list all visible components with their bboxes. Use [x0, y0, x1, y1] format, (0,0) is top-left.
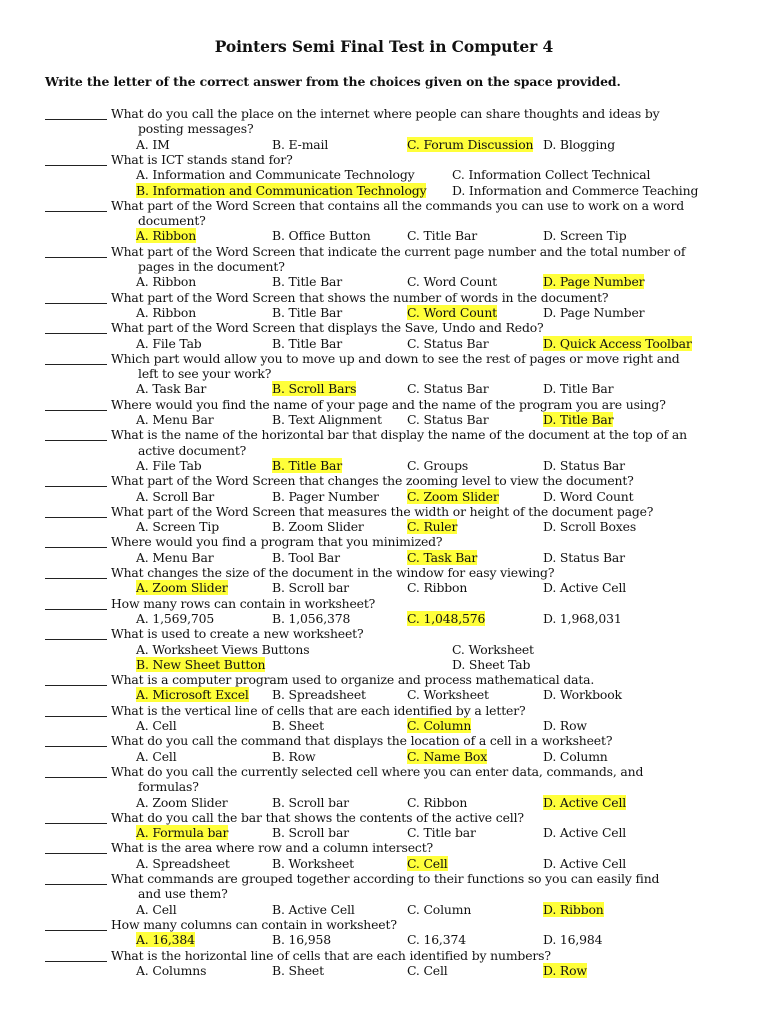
- question-text: posting messages?: [138, 121, 254, 137]
- choice-option: B. Title Bar: [272, 335, 343, 351]
- choice-option: C. Title bar: [407, 825, 476, 841]
- choice-option: D. Row: [543, 718, 587, 733]
- choice-option: B. Title Bar: [272, 274, 343, 290]
- choice-option: D. 1,968,031: [543, 610, 622, 626]
- answer-blank[interactable]: [45, 853, 107, 854]
- choice-option: C. Status Bar: [407, 381, 489, 397]
- question-text: What part of the Word Screen that changes the zooming level to view the document?: [111, 473, 634, 489]
- choice-option: C. 16,374: [407, 932, 466, 948]
- choice-option: D. Screen Tip: [543, 228, 627, 244]
- question-text: document?: [138, 213, 206, 229]
- choice-option: B. Tool Bar: [272, 549, 340, 565]
- choice-option: D. Active Cell: [543, 825, 627, 841]
- choice-option: B. Scroll Bars: [272, 381, 357, 397]
- choice-option: A. Cell: [136, 748, 177, 764]
- choice-option: A. Menu Bar: [136, 412, 214, 427]
- answer-blank[interactable]: [45, 303, 107, 304]
- choice-option: B. Spreadsheet: [272, 687, 366, 703]
- choice-option: A. File Tab: [136, 457, 202, 473]
- choice-option: C. Groups: [407, 457, 469, 473]
- choice-option: C. Ribbon: [407, 794, 468, 810]
- choice-option: D. Scroll Boxes: [543, 519, 637, 535]
- question-text: and use them?: [138, 886, 228, 902]
- choice-option: A. Information and Communicate Technology: [136, 167, 415, 183]
- choice-option: C. Information Collect Technical: [452, 167, 651, 183]
- choice-option: A. Ribbon: [136, 274, 197, 290]
- choice-option: A. Formula bar: [136, 825, 229, 841]
- choice-option: A. Microsoft Excel: [136, 687, 249, 703]
- choice-option: C. 1,048,576: [407, 610, 486, 626]
- answer-blank[interactable]: [45, 685, 107, 686]
- choice-option: A. Zoom Slider: [136, 580, 228, 596]
- question-text: What part of the Word Screen that indicate the current page number and the total number of: [111, 243, 686, 259]
- answer-blank[interactable]: [45, 961, 107, 962]
- choice-option: A. IM: [136, 136, 170, 152]
- choice-option: D. Status Bar: [543, 549, 625, 565]
- question-text: What is the area where row and a column intersect?: [111, 840, 434, 856]
- question-text: What is the horizontal line of cells that are each identified by numbers?: [111, 947, 551, 963]
- question-text: Where would you find the name of your page and the name of the program you are using?: [111, 396, 666, 412]
- choice-option: D. Page Number: [543, 274, 645, 290]
- choice-option: D. Title Bar: [543, 412, 614, 427]
- choice-option: D. Active Cell: [543, 580, 627, 596]
- question-text: What part of the Word Screen that displays the Save, Undo and Redo?: [111, 320, 544, 336]
- choice-option: A. Cell: [136, 901, 177, 917]
- choice-option: C. Column: [407, 718, 472, 733]
- choice-option: B. Sheet: [272, 962, 324, 978]
- question-text: Where would you find a program that you minimized?: [111, 534, 443, 550]
- choice-option: C. Status Bar: [407, 412, 489, 427]
- answer-blank[interactable]: [45, 777, 107, 778]
- choice-option: D. Column: [543, 748, 608, 764]
- answer-blank[interactable]: [45, 440, 107, 441]
- choice-option: A. Scroll Bar: [136, 488, 214, 504]
- question-text: What is used to create a new worksheet?: [111, 626, 364, 642]
- choice-option: C. Zoom Slider: [407, 488, 499, 504]
- choice-option: D. 16,984: [543, 932, 603, 948]
- choice-option: C. Worksheet: [407, 687, 489, 703]
- page-title: Pointers Semi Final Test in Computer 4: [214, 37, 554, 56]
- question-text: pages in the document?: [138, 259, 285, 274]
- answer-blank[interactable]: [45, 119, 107, 120]
- question-text: What part of the Word Screen that measures the width or height of the document page?: [111, 503, 654, 519]
- choice-option: A. File Tab: [136, 335, 202, 351]
- answer-blank[interactable]: [45, 930, 107, 931]
- choice-option: D. Blogging: [543, 136, 615, 152]
- choice-option: B. Zoom Slider: [272, 519, 364, 535]
- question-text: What is a computer program used to organize and process mathematical data.: [111, 672, 595, 688]
- choice-option: B. Title Bar: [272, 304, 343, 320]
- choice-option: C. Name Box: [407, 748, 488, 764]
- answer-blank[interactable]: [45, 746, 107, 747]
- choice-option: B. Information and Communication Technology: [136, 182, 427, 198]
- question-text: What part of the Word Screen that contains all the commands you can use to work on a word: [111, 197, 685, 213]
- question-text: What part of the Word Screen that shows the number of words in the document?: [111, 289, 609, 305]
- choice-option: A. 16,384: [136, 932, 195, 948]
- answer-blank[interactable]: [45, 639, 107, 640]
- choice-option: B. Text Alignment: [272, 412, 382, 427]
- choice-option: D. Workbook: [543, 687, 622, 703]
- choice-option: B. Row: [272, 748, 316, 764]
- choice-option: A. Zoom Slider: [136, 794, 228, 810]
- answer-blank[interactable]: [45, 364, 107, 365]
- choice-option: B. Office Button: [272, 228, 371, 244]
- choice-option: B. Pager Number: [272, 488, 379, 504]
- choice-option: A. Ribbon: [136, 304, 197, 320]
- choice-option: D. Status Bar: [543, 457, 625, 473]
- choice-option: D. Title Bar: [543, 381, 614, 397]
- answer-blank[interactable]: [45, 257, 107, 258]
- choice-option: D. Ribbon: [543, 901, 604, 917]
- choice-option: A. Ribbon: [136, 228, 197, 244]
- question-text: What is the name of the horizontal bar that display the name of the document at the top of an: [111, 427, 687, 443]
- choice-option: A. 1,569,705: [136, 610, 215, 626]
- instructions: Write the letter of the correct answer from the choices given on the space provided.: [45, 74, 621, 89]
- choice-option: C. Word Count: [407, 304, 497, 320]
- choice-option: A. Menu Bar: [136, 549, 214, 565]
- choice-option: C. Word Count: [407, 274, 497, 290]
- choice-option: D. Word Count: [543, 488, 634, 504]
- choice-option: B. Worksheet: [272, 855, 354, 871]
- choice-option: B. Title Bar: [272, 457, 343, 473]
- choice-option: A. Task Bar: [136, 381, 207, 397]
- choice-option: D. Page Number: [543, 304, 645, 320]
- choice-option: A. Spreadsheet: [136, 855, 230, 871]
- choice-option: D. Quick Access Toolbar: [543, 335, 692, 351]
- choice-option: B. Active Cell: [272, 901, 355, 917]
- choice-option: C. Column: [407, 901, 472, 917]
- choice-option: C. Cell: [407, 962, 448, 978]
- choice-option: C. Ruler: [407, 519, 458, 535]
- answer-blank[interactable]: [45, 486, 107, 487]
- choice-option: A. Columns: [136, 962, 207, 978]
- answer-blank[interactable]: [45, 333, 107, 334]
- choice-option: C. Ribbon: [407, 580, 468, 596]
- question-text: How many columns can contain in worksheet?: [111, 916, 397, 932]
- answer-blank[interactable]: [45, 211, 107, 212]
- choice-option: B. 16,958: [272, 932, 331, 948]
- question-text: What do you call the command that displays the location of a cell in a worksheet?: [111, 733, 613, 749]
- answer-blank[interactable]: [45, 823, 107, 824]
- question-text: What is the vertical line of cells that are each identified by a letter?: [111, 702, 526, 718]
- question-text: What commands are grouped together according to their functions so you can easily find: [111, 871, 660, 886]
- choice-option: B. Scroll bar: [272, 580, 349, 596]
- choice-option: C. Worksheet: [452, 641, 534, 657]
- choice-option: D. Sheet Tab: [452, 656, 531, 672]
- question-text: What is ICT stands stand for?: [111, 151, 293, 167]
- choice-option: B. New Sheet Button: [136, 656, 266, 672]
- choice-option: C. Task Bar: [407, 549, 478, 565]
- choice-option: A. Cell: [136, 718, 177, 733]
- answer-blank[interactable]: [45, 410, 107, 411]
- question-text: left to see your work?: [138, 366, 272, 382]
- choice-option: B. E-mail: [272, 136, 329, 152]
- choice-option: B. Scroll bar: [272, 794, 349, 810]
- question-text: What do you call the place on the internet where people can share thoughts and ideas by: [111, 106, 660, 121]
- choice-option: B. Sheet: [272, 718, 324, 733]
- choice-option: D. Row: [543, 962, 587, 978]
- choice-option: C. Cell: [407, 855, 448, 871]
- choice-option: D. Information and Commerce Teaching: [452, 182, 699, 198]
- choice-option: D. Active Cell: [543, 794, 627, 810]
- question-text: How many rows can contain in worksheet?: [111, 595, 376, 611]
- answer-blank[interactable]: [45, 517, 107, 518]
- choice-option: C. Status Bar: [407, 335, 489, 351]
- choice-option: A. Worksheet Views Buttons: [136, 641, 310, 657]
- answer-blank[interactable]: [45, 884, 107, 885]
- answer-blank[interactable]: [45, 547, 107, 548]
- answer-blank[interactable]: [45, 716, 107, 717]
- choice-option: C. Title Bar: [407, 228, 477, 244]
- answer-blank[interactable]: [45, 609, 107, 610]
- answer-blank[interactable]: [45, 165, 107, 166]
- question-text: Which part would allow you to move up and down to see the rest of pages or move right and: [111, 350, 680, 366]
- choice-option: B. Scroll bar: [272, 825, 349, 841]
- question-text: active document?: [138, 442, 247, 458]
- question-text: What do you call the currently selected cell where you can enter data, commands, and: [111, 763, 644, 779]
- choice-option: A. Screen Tip: [136, 519, 219, 535]
- choice-option: B. 1,056,378: [272, 610, 351, 626]
- question-text: What changes the size of the document in the window for easy viewing?: [111, 565, 555, 580]
- choice-option: C. Forum Discussion: [407, 136, 534, 152]
- answer-blank[interactable]: [45, 578, 107, 579]
- question-text: What do you call the bar that shows the contents of the active cell?: [111, 809, 524, 825]
- choice-option: D. Active Cell: [543, 855, 627, 871]
- question-text: formulas?: [138, 779, 199, 795]
